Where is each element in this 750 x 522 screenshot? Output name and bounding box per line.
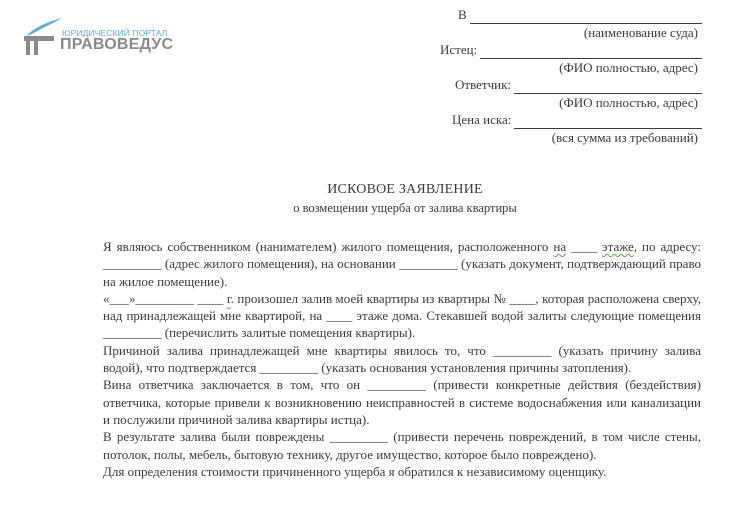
claim-price-hint: (вся сумма из требований)	[551, 130, 698, 145]
spellcheck-word[interactable]: на	[553, 239, 567, 254]
plaintiff-label: Истец:	[440, 42, 478, 57]
defendant-label: Ответчик:	[455, 77, 512, 92]
spellcheck-word[interactable]: г	[226, 290, 231, 306]
defendant-field[interactable]	[514, 80, 702, 94]
paragraph-defendant-fault: Вина ответчика заключается в том, что он _________ (привести конкретные действия (бездействия) ответчика, которые привели к возникновению неисправностей в системе водоснабжения или канализации и послужили причиной залива квартиры истца).	[103, 377, 701, 427]
paragraph-text: , по адресу: _________ (адрес жилого помещения), на основании _________ (указать документ, подтверждающий право на жилое помещение).	[103, 239, 702, 289]
paragraph-appraisal: Для определения стоимости причиненного ущерба я обратился к независимому оценщику.	[103, 463, 607, 479]
paragraph-text: Я являюсь собственником (нанимателем) жилого помещения, расположенного	[103, 239, 554, 254]
defendant-hint: (ФИО полностью, адрес)	[559, 95, 698, 110]
court-label: В	[458, 7, 467, 22]
plaintiff-row	[440, 41, 702, 59]
paragraph-text: . произошел залив моей квартиры из квартиры № ____, которая расположена сверху, над принадлежащей мне квартирой, на ____ этаже дома. Стекавшей водой залиты следующие помещения _________ (перечислить залитые помещения квартиры).	[103, 290, 702, 341]
document-body	[103, 238, 701, 480]
court-hint: (наименование суда)	[583, 25, 698, 40]
paragraph-cause: Причиной залива принадлежащей мне квартиры явилось то, что _________ (указать причину залива водой), что подтверждается _________ (указать основания установления причины затопления).	[103, 342, 701, 376]
document-subtitle: о возмещении ущерба от залива квартиры	[293, 201, 517, 215]
document-title: ИСКОВОЕ ЗАЯВЛЕНИЕ	[327, 182, 483, 197]
paragraph-text: ____	[566, 239, 603, 254]
plaintiff-field[interactable]	[480, 45, 702, 59]
claim-price-label: Цена иска:	[452, 112, 512, 127]
logo-name: ПРАВОВЕДУС	[60, 36, 174, 53]
logo-icon	[22, 14, 62, 56]
plaintiff-hint: (ФИО полностью, адрес)	[559, 60, 698, 75]
defendant-row	[440, 76, 702, 94]
court-field[interactable]	[470, 10, 702, 24]
logo-subtitle: ЮРИДИЧЕСКИЙ ПОРТАЛ	[62, 28, 168, 38]
paragraph-text: «___»_________ ____	[103, 290, 227, 306]
paragraph-flood-date	[103, 290, 701, 342]
document-header	[440, 6, 702, 146]
claim-price-field[interactable]	[514, 115, 702, 129]
spellcheck-word[interactable]: этаже	[602, 239, 634, 254]
logo[interactable]	[22, 14, 182, 56]
paragraph-damage: В результате залива были повреждены _________ (привести перечень повреждений, в том числе стены, потолок, полы, мебель, бытовую технику, другое имущество, которое было повреждено).	[103, 429, 701, 462]
court-row	[440, 6, 702, 24]
paragraph-ownership	[103, 238, 701, 290]
claim-price-row	[440, 111, 702, 129]
